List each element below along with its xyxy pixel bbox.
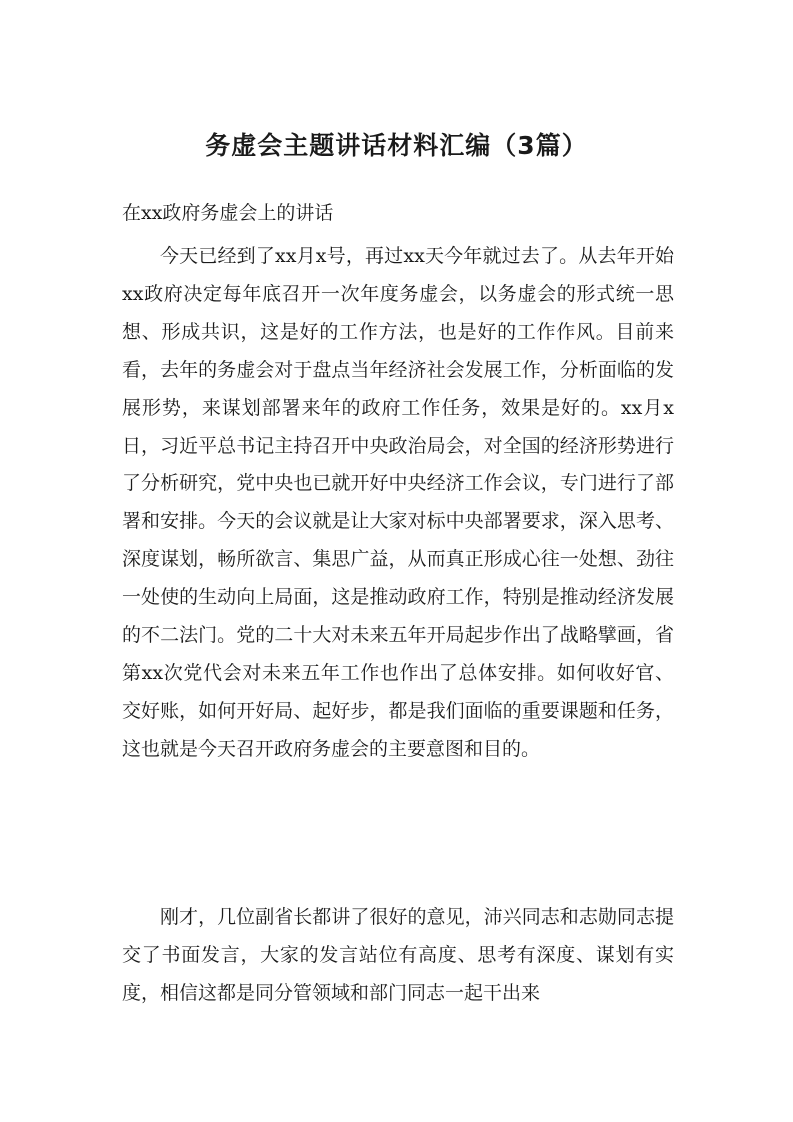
- speech-subtitle: 在xx政府务虚会上的讲话: [122, 202, 334, 224]
- document-title: 务虚会主题讲话材料汇编（3篇）: [205, 131, 588, 160]
- body-paragraph-2: 刚才，几位副省长都讲了很好的意见，沛兴同志和志勋同志提交了书面发言，大家的发言站位有高度、思考有深度、谋划有实度，相信这都是同分管领域和部门同志一起干出来: [122, 906, 674, 1004]
- body-paragraph-1: 今天已经到了xx月x号，再过xx天今年就过去了。从去年开始xx政府决定每年底召开一次年度务虚会，以务虚会的形式统一思想、形成共识，这是好的工作方法，也是好的工作作风。目前来看，去年的务虚会对于盘点当年经济社会发展工作，分析面临的发展形势，来谋划部署来年的政府工作任务，效果是好的。xx月x日，习近平总书记主持召开中央政治局会，对全国的经济形势进行了分析研究，党中央也已就开好中央经济工作会议，专门进行了部署和安排。今天的会议就是让大家对标中央部署要求，深入思考、深度谋划，畅所欲言、集思广益，从而真正形成心往一处想、劲往一处使的生动向上局面，这是推动政府工作，特别是推动经济发展的不二法门。党的二十大对未来五年开局起步作出了战略擘画，省第xx次党代会对未来五年工作也作出了总体安排。如何收好官、交好账，如何开好局、起好步，都是我们面临的重要课题和任务，这也就是今天召开政府务虚会的主要意图和目的。: [122, 245, 674, 760]
